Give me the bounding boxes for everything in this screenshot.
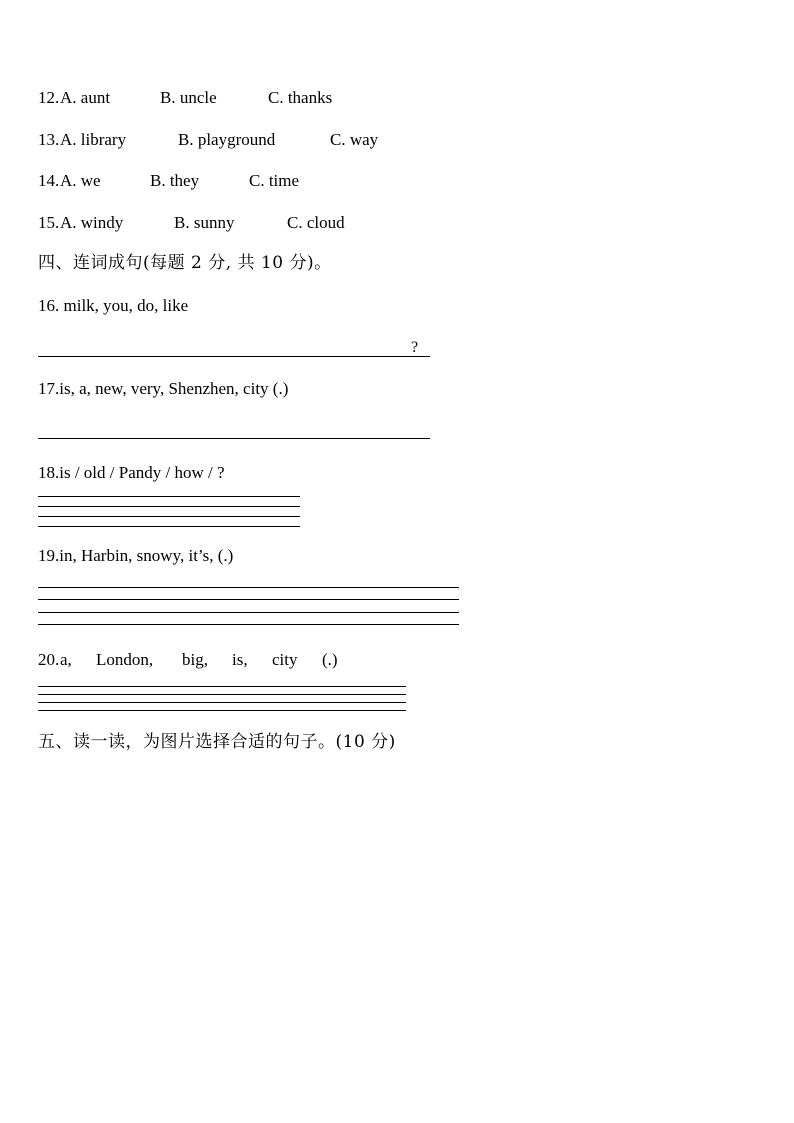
- question-20-word-6: (.): [322, 650, 338, 669]
- question-18-text: 18.is / old / Pandy / how / ?: [38, 463, 225, 482]
- question-13-number: 13.: [38, 130, 60, 149]
- question-20-word-4: is,: [232, 650, 248, 669]
- question-15-option-c: C. cloud: [287, 213, 345, 232]
- answer-line-20-3[interactable]: [38, 702, 406, 703]
- section-5-heading: 五、读一读，为图片选择合适的句子。(10 分): [38, 732, 396, 752]
- question-14-option-a: A. we: [60, 171, 101, 190]
- question-14-number: 14.: [38, 171, 60, 190]
- answer-line-18-1[interactable]: [38, 496, 300, 497]
- question-15-option-b: B. sunny: [174, 213, 235, 232]
- question-20-number: 20.: [38, 650, 60, 669]
- answer-line-20-2[interactable]: [38, 694, 406, 695]
- question-20-word-3: big,: [182, 650, 208, 669]
- answer-line-19-4[interactable]: [38, 624, 459, 625]
- answer-line-19-1[interactable]: [38, 587, 459, 588]
- answer-line-16[interactable]: [38, 356, 430, 357]
- answer-line-20-1[interactable]: [38, 686, 406, 687]
- question-15-option-a: A. windy: [60, 213, 124, 232]
- question-19-text: 19.in, Harbin, snowy, it’s, (.): [38, 546, 234, 565]
- question-12-option-a: A. aunt: [60, 88, 111, 107]
- question-13-option-c: C. way: [330, 130, 379, 149]
- answer-line-18-3[interactable]: [38, 516, 300, 517]
- question-15-number: 15.: [38, 213, 60, 232]
- question-16-text: 16. milk, you, do, like: [38, 296, 189, 315]
- question-14-option-c: C. time: [249, 171, 300, 190]
- answer-line-20-4[interactable]: [38, 710, 406, 711]
- answer-line-18-2[interactable]: [38, 506, 300, 507]
- question-20-word-1: a,: [60, 650, 72, 669]
- answer-line-19-2[interactable]: [38, 599, 459, 600]
- answer-line-17[interactable]: [38, 438, 430, 439]
- answer-line-18-4[interactable]: [38, 526, 300, 527]
- section-4-heading: 四、连词成句(每题 2 分, 共 10 分)。: [38, 253, 332, 273]
- answer-line-19-3[interactable]: [38, 612, 459, 613]
- question-20-word-5: city: [272, 650, 298, 669]
- question-12-option-c: C. thanks: [268, 88, 333, 107]
- question-17-text: 17.is, a, new, very, Shenzhen, city (.): [38, 379, 289, 398]
- question-20-word-2: London,: [96, 650, 154, 669]
- question-13-option-a: A. library: [60, 130, 127, 149]
- question-12-option-b: B. uncle: [160, 88, 217, 107]
- question-14-option-b: B. they: [150, 171, 200, 190]
- question-12-number: 12.: [38, 88, 60, 107]
- question-16-end-mark: ?: [411, 339, 419, 356]
- question-13-option-b: B. playground: [178, 130, 276, 149]
